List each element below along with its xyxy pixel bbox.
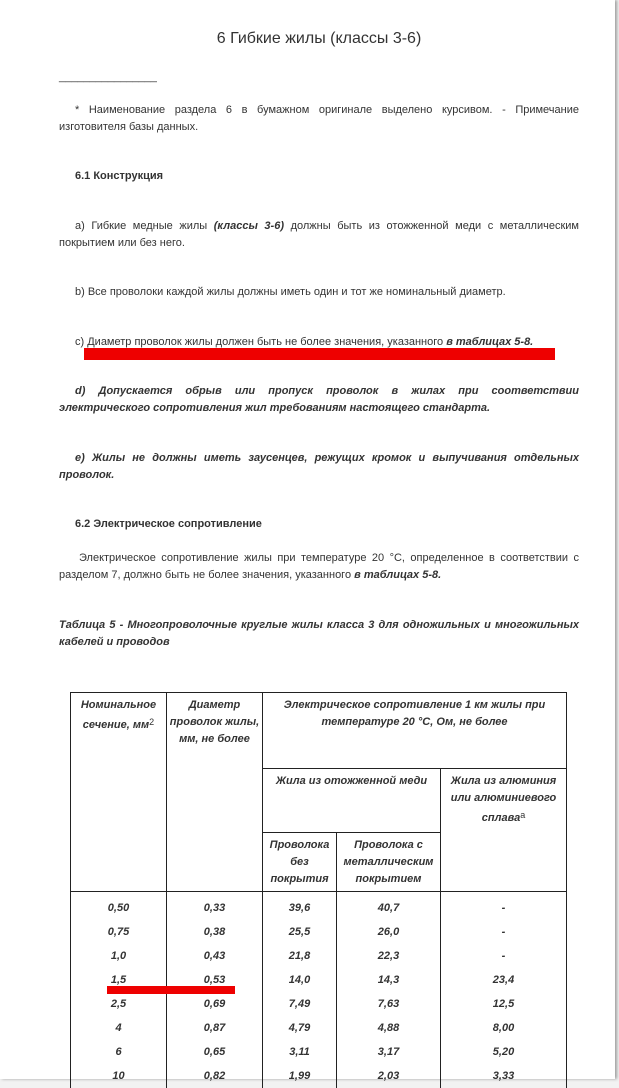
table-cell: 26,0 xyxy=(337,920,441,944)
table-cell: 14,3 xyxy=(337,968,441,992)
footnote-text: * Наименование раздела 6 в бумажном оригинале выделено курсивом. - Примечание изготовителя базы данных. xyxy=(59,102,579,135)
red-strike-mark xyxy=(107,986,235,994)
paragraph-c: c) Диаметр проволок жилы должен быть не более значения, указанного в таблицах 5-8. xyxy=(59,334,579,351)
table-row xyxy=(71,1016,567,1040)
table-cell: 0,87 xyxy=(167,1016,263,1040)
table-cell: 7,63 xyxy=(337,992,441,1016)
table-cell: 0,43 xyxy=(167,944,263,968)
table-caption: Таблица 5 - Многопроволочные круглые жилы класса 3 для одножильных и многожильных кабелей и проводов xyxy=(59,617,579,650)
paragraph-d: d) Допускается обрыв или пропуск проволок в жилах при соответствии электрического сопротивления жил требованиям настоящего стандарта. xyxy=(59,383,579,416)
table-row xyxy=(71,1040,567,1064)
table-cell: 0,50 xyxy=(71,892,167,921)
table-cell: 0,69 xyxy=(167,992,263,1016)
table-cell: 3,33 xyxy=(441,1064,567,1088)
header-aluminum: Жила из алюминия или алюминиевого сплава$^а$ xyxy=(441,769,567,892)
table-cell: 21,8 xyxy=(263,944,337,968)
table-cell: 3,11 xyxy=(263,1040,337,1064)
table-cell: 1,0 xyxy=(71,944,167,968)
header-bare-wire: Проволока без покрытия xyxy=(263,833,337,892)
table-cell: 1,5 xyxy=(71,968,167,992)
paragraph-e: e) Жилы не должны иметь заусенцев, режущих кромок и выпучивания отдельных проволок. xyxy=(59,450,579,483)
table-cell: 7,49 xyxy=(263,992,337,1016)
header-nominal-section: Номинальное сечение, $мм^2$ xyxy=(71,693,167,892)
table-row xyxy=(71,944,567,968)
table-cell: 39,6 xyxy=(263,892,337,921)
table-cell: 4,88 xyxy=(337,1016,441,1040)
table-cell: 10 xyxy=(71,1064,167,1088)
table-cell: 4,79 xyxy=(263,1016,337,1040)
header-resistance: Электрическое сопротивление 1 км жилы при температуре 20 °С, Ом, не более xyxy=(263,693,567,769)
table-cell: 23,4 xyxy=(441,968,567,992)
table-cell: 12,5 xyxy=(441,992,567,1016)
table-cell: 3,17 xyxy=(337,1040,441,1064)
table-cell: - xyxy=(441,892,567,921)
paragraph-b: b) Все проволоки каждой жилы должны иметь один и тот же номинальный диаметр. xyxy=(59,284,579,301)
table-cell: 1,99 xyxy=(263,1064,337,1088)
table-cell: - xyxy=(441,944,567,968)
table-cell: 8,00 xyxy=(441,1016,567,1040)
red-underline-mark xyxy=(84,348,555,360)
table-row xyxy=(71,920,567,944)
table-cell: 0,33 xyxy=(167,892,263,921)
table-cell: - xyxy=(441,920,567,944)
section-title: 6 Гибкие жилы (классы 3-6) xyxy=(0,30,619,48)
resistance-table xyxy=(70,692,567,1088)
header-coated-wire: Проволока с металлическим покрытием xyxy=(337,833,441,892)
heading-6-2: 6.2 Электрическое сопротивление xyxy=(75,518,262,530)
table-cell: 2,03 xyxy=(337,1064,441,1088)
paragraph-resistance: Электрическое сопротивление жилы при температуре 20 °С, определенное в соответствии с разделом 7, должно быть не более значения, указанного в таблицах 5-8. xyxy=(59,550,579,583)
table-cell: 6 xyxy=(71,1040,167,1064)
table-cell: 0,75 xyxy=(71,920,167,944)
header-wire-diameter: Диаметр проволок жилы, мм, не более xyxy=(167,693,263,892)
table-row xyxy=(71,892,567,921)
footnote-rule: ________________ xyxy=(59,71,157,83)
table-row xyxy=(71,992,567,1016)
header-annealed-copper: Жила из отожженной меди xyxy=(263,769,441,833)
table-cell: 4 xyxy=(71,1016,167,1040)
table-cell: 22,3 xyxy=(337,944,441,968)
table-cell: 40,7 xyxy=(337,892,441,921)
table-cell: 25,5 xyxy=(263,920,337,944)
table-cell: 0,65 xyxy=(167,1040,263,1064)
table-cell: 14,0 xyxy=(263,968,337,992)
table-row xyxy=(71,1064,567,1088)
table-cell: 0,53 xyxy=(167,968,263,992)
table-cell: 2,5 xyxy=(71,992,167,1016)
heading-6-1: 6.1 Конструкция xyxy=(75,170,163,182)
table-cell: 0,38 xyxy=(167,920,263,944)
paragraph-a: a) Гибкие медные жилы (классы 3-6) должны быть из отожженной меди с металлическим покрытием или без него. xyxy=(59,218,579,251)
table-cell: 0,82 xyxy=(167,1064,263,1088)
table-cell: 5,20 xyxy=(441,1040,567,1064)
